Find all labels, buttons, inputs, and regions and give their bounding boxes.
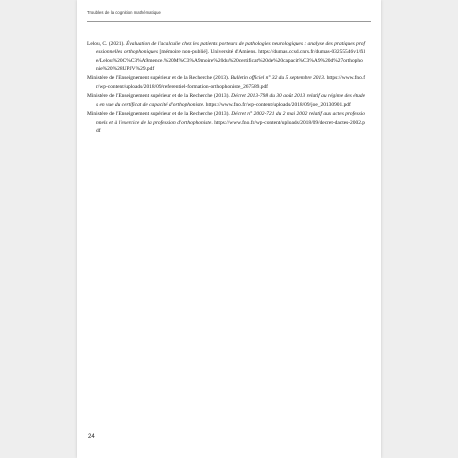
reference-item xyxy=(87,74,365,91)
reference-details: . https://www.fno.fr/wp-content/uploads/2018/09/joe_20130901.pdf xyxy=(203,101,351,108)
reference-details: [mémoire non-publié]. Université d'Amiens. https://dumas.ccsd.cnrs.fr/dumas-03255546v1/file/Lelou%20C%C3%A9mence.%20M%C3%A9moire%20du%20certificat%20de%20capacit%C3%A9%20d%27orthophonie%20%28UPJV%29.pdf xyxy=(96,49,365,72)
reference-item xyxy=(87,110,365,135)
reference-list xyxy=(87,40,365,136)
reference-authors: Ministère de l'Enseignement supérieur et de la Recherche (2013). xyxy=(87,93,232,100)
reference-title: Évaluation de l'acalculie chez les patients porteurs de pathologies neurologiques : analyse des pratiques professionnelles orthophoniques xyxy=(96,41,365,56)
reference-title: Bulletin officiel n° 32 du 5 septembre 2013 xyxy=(230,75,324,82)
reference-title: Décret n° 2002-721 du 2 mai 2002 relatif aux actes professionnels et à l'exercice de la profession d'orthophoniste xyxy=(96,111,365,126)
reference-item xyxy=(87,92,365,109)
header-divider xyxy=(87,21,371,22)
reference-details: . https://www.fno.fr/wp-content/uploads/2018/09/decret-dactes-2002.pdf xyxy=(96,119,366,134)
running-header: Troubles de la cognition mathématique xyxy=(87,10,161,15)
reference-authors: Ministère de l'Enseignement supérieur et de la Recherche (2013). xyxy=(87,111,232,118)
reference-item xyxy=(87,40,365,73)
reference-authors: Ministère de l'Enseignement supérieur et de la Recherche (2013). xyxy=(87,75,231,82)
reference-details: . https://www.fno.fr/wp-content/uploads/2018/09/referentiel-formation-orthophoniste_267589.pdf xyxy=(96,75,366,90)
reference-title: Décret 2013-798 du 30 août 2013 relatif au régime des études en vue du certificat de capacité d'orthophoniste xyxy=(96,93,365,108)
reference-authors: Lelou, C. (2021). xyxy=(87,41,127,47)
page-number: 24 xyxy=(88,434,95,440)
document-page xyxy=(77,0,381,458)
